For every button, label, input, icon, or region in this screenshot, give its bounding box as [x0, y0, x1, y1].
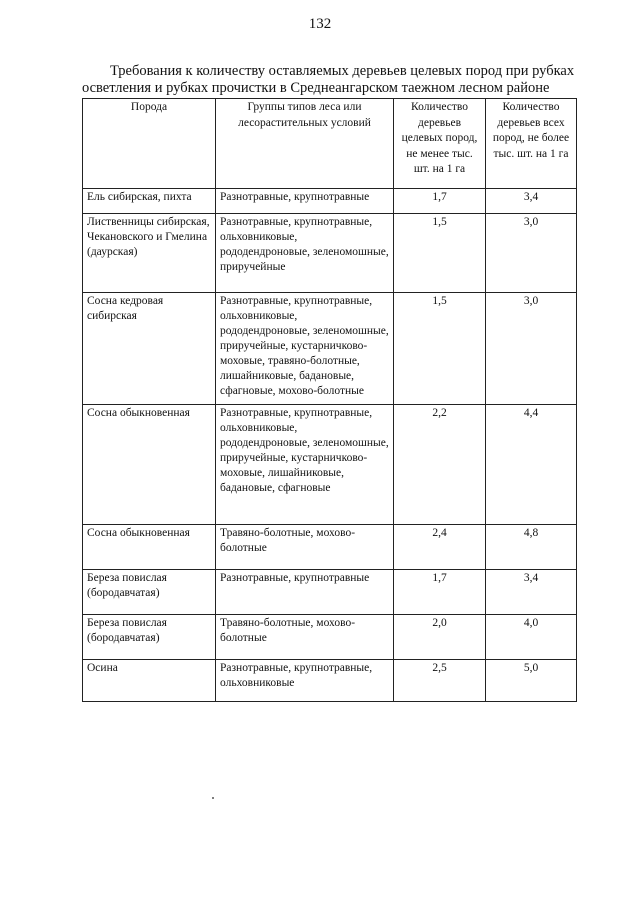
- all-max-cell: 4,8: [486, 525, 577, 570]
- table-row: [83, 525, 577, 570]
- species-cell: Береза повислая (бородавчатая): [83, 615, 216, 660]
- species-cell: Осина: [83, 660, 216, 702]
- target-min-cell: 1,5: [394, 214, 486, 293]
- page-number: 132: [308, 16, 332, 32]
- species-cell: Сосна обыкновенная: [83, 525, 216, 570]
- target-min-cell: 2,2: [394, 405, 486, 525]
- document-title: Требования к количеству оставляемых деревьев целевых пород при рубках осветления и рубках прочистки в Среднеангарском таежном лесном районе: [82, 63, 575, 96]
- forest-type-cell: Разнотравные, крупнотравные: [216, 570, 394, 615]
- forest-type-cell: Разнотравные, крупнотравные, ольховниковые, рододендроновые, зеленомошные, приручейные, кустарничково-моховые, травяно-болотные, лишайниковые, бадановые, сфагновые, мохово-болотные: [216, 293, 394, 405]
- table-row: [83, 615, 577, 660]
- table-row: [83, 214, 577, 293]
- header-forest-type-groups: Группы типов леса или лесорастительных условий: [216, 99, 394, 189]
- target-min-cell: 2,4: [394, 525, 486, 570]
- forest-type-cell: Разнотравные, крупнотравные, ольховниковые: [216, 660, 394, 702]
- all-max-cell: 3,4: [486, 189, 577, 214]
- header-species: Порода: [83, 99, 216, 189]
- forest-type-cell: Травяно-болотные, мохово-болотные: [216, 615, 394, 660]
- all-max-cell: 3,4: [486, 570, 577, 615]
- target-min-cell: 1,5: [394, 293, 486, 405]
- species-cell: Лиственницы сибирская, Чекановского и Гмелина (даурская): [83, 214, 216, 293]
- header-target-trees-min: Количество деревьев целевых пород, не менее тыс. шт. на 1 га: [394, 99, 486, 189]
- species-cell: Ель сибирская, пихта: [83, 189, 216, 214]
- requirements-table: [82, 98, 577, 702]
- header-all-trees-max: Количество деревьев всех пород, не более тыс. шт. на 1 га: [486, 99, 577, 189]
- target-min-cell: 2,0: [394, 615, 486, 660]
- table-row: [83, 405, 577, 525]
- all-max-cell: 4,4: [486, 405, 577, 525]
- table-header-row: [83, 99, 577, 189]
- all-max-cell: 5,0: [486, 660, 577, 702]
- forest-type-cell: Разнотравные, крупнотравные, ольховниковые, рододендроновые, зеленомошные, приручейные: [216, 214, 394, 293]
- scan-speck: [212, 797, 214, 799]
- target-min-cell: 1,7: [394, 189, 486, 214]
- species-cell: Сосна обыкновенная: [83, 405, 216, 525]
- forest-type-cell: Травяно-болотные, мохово-болотные: [216, 525, 394, 570]
- all-max-cell: 3,0: [486, 293, 577, 405]
- table-row: [83, 660, 577, 702]
- species-cell: Сосна кедровая сибирская: [83, 293, 216, 405]
- forest-type-cell: Разнотравные, крупнотравные, ольховниковые, рододендроновые, зеленомошные, приручейные, кустарничково-моховые, лишайниковые, бадановые, сфагновые: [216, 405, 394, 525]
- all-max-cell: 4,0: [486, 615, 577, 660]
- table-row: [83, 570, 577, 615]
- target-min-cell: 2,5: [394, 660, 486, 702]
- table-row: [83, 189, 577, 214]
- all-max-cell: 3,0: [486, 214, 577, 293]
- forest-type-cell: Разнотравные, крупнотравные: [216, 189, 394, 214]
- target-min-cell: 1,7: [394, 570, 486, 615]
- species-cell: Береза повислая (бородавчатая): [83, 570, 216, 615]
- table-row: [83, 293, 577, 405]
